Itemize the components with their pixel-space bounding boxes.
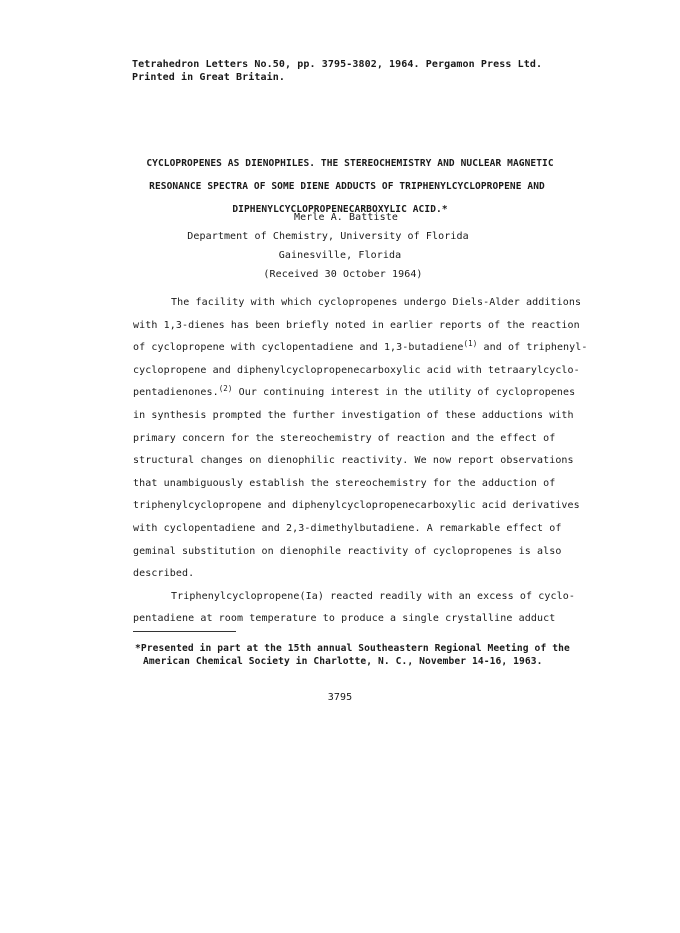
author-department: Department of Chemistry, University of Florida bbox=[187, 231, 469, 242]
body-line: primary concern for the stereochemistry of reaction and the effect of bbox=[133, 432, 556, 444]
body-line: triphenylcyclopropene and diphenylcyclopropenecarboxylic acid derivatives bbox=[133, 500, 580, 512]
body-line: The facility with which cyclopropenes undergo Diels-Alder additions bbox=[171, 297, 582, 308]
body-line: with cyclopentadiene and 2,3-dimethylbutadiene. A remarkable effect of bbox=[133, 522, 562, 534]
body-text: Our continuing interest in the utility of cyclopropenes bbox=[232, 387, 576, 399]
body-text: pentadienones. bbox=[133, 387, 219, 399]
body-line: described. bbox=[133, 568, 195, 580]
footnote-line-2: American Chemical Society in Charlotte, N. C., November 14-16, 1963. bbox=[143, 656, 543, 667]
author-city: Gainesville, Florida bbox=[278, 250, 402, 261]
body-line: pentadiene at room temperature to produce a single crystalline adduct bbox=[133, 613, 556, 625]
body-line bbox=[133, 382, 576, 405]
footnote bbox=[135, 642, 570, 668]
journal-header bbox=[132, 58, 542, 84]
body-line: in synthesis prompted the further investigation of these adductions with bbox=[133, 409, 574, 421]
reference-marker: (2) bbox=[218, 384, 233, 394]
title-line-1: CYCLOPROPENES AS DIENOPHILES. THE STEREOCHEMISTRY AND NUCLEAR MAGNETIC bbox=[146, 158, 554, 169]
body-line: Triphenylcyclopropene(Ia) reacted readily with an excess of cyclo- bbox=[171, 590, 575, 602]
body-line: geminal substitution on dienophile reactivity of cyclopropenes is also bbox=[133, 545, 562, 557]
footnote-line-1: *Presented in part at the 15th annual Southeastern Regional Meeting of the bbox=[135, 643, 570, 654]
journal-citation: Tetrahedron Letters No.50, pp. 3795-3802, 1964. Pergamon Press Ltd. bbox=[132, 59, 543, 70]
body-text: of cyclopropene with cyclopentadiene and 1,3-butadiene bbox=[133, 342, 464, 354]
body-text: and of triphenyl- bbox=[477, 342, 588, 354]
author-block bbox=[0, 208, 680, 284]
title-line-2: RESONANCE SPECTRA OF SOME DIENE ADDUCTS OF TRIPHENYLCYCLOPROPENE AND bbox=[149, 181, 545, 192]
body-line: structural changes on dienophilic reactivity. We now report observations bbox=[133, 455, 574, 467]
received-date: (Received 30 October 1964) bbox=[263, 269, 423, 280]
article-body bbox=[133, 292, 588, 631]
body-line: that unambiguously establish the stereochemistry for the adduction of bbox=[133, 477, 556, 489]
reference-marker: (1) bbox=[463, 339, 478, 349]
author-name: Merle A. Battiste bbox=[293, 212, 399, 223]
title-line-3: DIPHENYLCYCLOPROPENECARBOXYLIC ACID.* bbox=[232, 204, 448, 215]
body-line bbox=[133, 337, 588, 360]
body-line: with 1,3-dienes has been briefly noted in earlier reports of the reaction bbox=[133, 319, 580, 331]
printed-in: Printed in Great Britain. bbox=[132, 72, 286, 83]
body-line: cyclopropene and diphenylcyclopropenecarboxylic acid with tetraarylcyclo- bbox=[133, 364, 580, 376]
page-number: 3795 bbox=[327, 692, 353, 703]
footnote-rule bbox=[133, 631, 236, 632]
